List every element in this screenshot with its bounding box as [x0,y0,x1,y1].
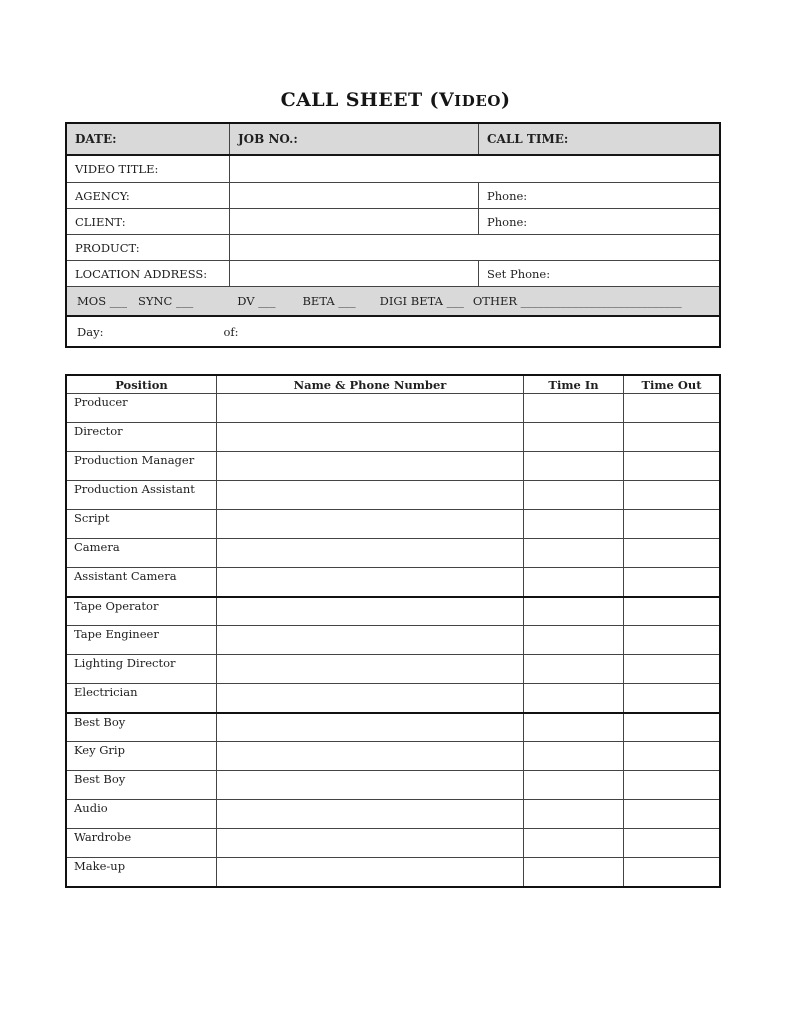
crew-row-production-manager [67,451,719,480]
crew-row-tape-operator [67,596,719,625]
name-phone-header: Name & Phone Number [217,376,524,393]
time-out-cell [624,423,719,451]
agency-value-area [230,183,479,208]
location-value-area [230,261,479,286]
of-label: of: [223,324,239,339]
position-cell: Electrician [67,684,217,712]
name-phone-cell [217,800,524,828]
position-cell: Production Assistant [67,481,217,509]
time-out-cell [624,771,719,799]
position-cell: Camera [67,539,217,567]
crew-row-director [67,422,719,451]
format-mos: MOS ___ [77,294,127,308]
name-phone-cell [217,684,524,712]
name-phone-cell [217,510,524,538]
time-out-cell [624,714,719,741]
product-label: PRODUCT: [67,235,230,260]
client-phone-label: Phone: [487,214,528,229]
title-suffix: ) [501,89,511,111]
crew-row-best-boy-2 [67,770,719,799]
name-phone-cell [217,742,524,770]
title-video-smallcaps: IDEO [454,92,502,110]
crew-row-best-boy-1 [67,712,719,741]
day-row [67,315,719,346]
crew-row-make-up [67,857,719,886]
time-in-cell [524,714,624,741]
position-cell: Key Grip [67,742,217,770]
time-in-cell [524,684,624,712]
format-dv: DV ___ [237,294,276,308]
name-phone-cell [217,626,524,654]
format-digi-beta: DIGI BETA ___ [379,294,464,308]
crew-row-assistant-camera [67,567,719,596]
time-out-cell [624,626,719,654]
time-out-cell [624,800,719,828]
day-of-line [67,317,719,346]
time-in-cell [524,394,624,422]
name-phone-cell [217,539,524,567]
name-phone-cell [217,394,524,422]
job-no-label: JOB NO.: [230,124,479,154]
time-out-cell [624,452,719,480]
crew-row-producer [67,393,719,422]
crew-header-row [67,376,719,393]
name-phone-cell [217,598,524,625]
position-cell: Production Manager [67,452,217,480]
time-in-cell [524,742,624,770]
position-header: Position [67,376,217,393]
position-cell: Lighting Director [67,655,217,683]
time-out-cell [624,598,719,625]
time-in-cell [524,481,624,509]
name-phone-cell [217,714,524,741]
name-phone-cell [217,452,524,480]
info-header-row [67,124,719,156]
time-in-cell [524,655,624,683]
time-out-cell [624,858,719,886]
agency-row [67,182,719,208]
time-out-cell [624,655,719,683]
crew-row-key-grip [67,741,719,770]
position-cell: Audio [67,800,217,828]
client-row [67,208,719,234]
client-value-area [230,209,479,234]
crew-call-table [65,374,721,888]
time-in-cell [524,423,624,451]
time-in-cell [524,800,624,828]
crew-row-script [67,509,719,538]
name-phone-cell [217,771,524,799]
name-phone-cell [217,481,524,509]
time-in-cell [524,510,624,538]
time-out-header: Time Out [641,377,702,392]
format-options-line [67,287,719,315]
crew-row-lighting-director [67,654,719,683]
position-cell: Make-up [67,858,217,886]
position-cell: Best Boy [67,771,217,799]
time-out-cell [624,829,719,857]
page-title [0,89,791,111]
time-in-cell [524,829,624,857]
position-cell: Tape Engineer [67,626,217,654]
format-sync: SYNC ___ [138,294,194,308]
crew-row-electrician [67,683,719,712]
time-in-header: Time In [524,376,624,393]
call-time-label: CALL TIME: [487,132,569,146]
agency-label: AGENCY: [67,183,230,208]
time-in-cell [524,858,624,886]
time-in-cell [524,539,624,567]
time-out-cell [624,742,719,770]
day-label: Day: [77,324,104,339]
format-beta: BETA ___ [302,294,356,308]
format-other: OTHER ____________________________ [472,294,682,308]
position-cell: Producer [67,394,217,422]
name-phone-cell [217,568,524,596]
video-title-value-area [230,156,719,182]
time-out-cell [624,481,719,509]
position-cell: Assistant Camera [67,568,217,596]
time-out-cell [624,394,719,422]
set-phone-label: Set Phone: [487,266,551,281]
product-value-area [230,235,719,260]
crew-row-production-assistant [67,480,719,509]
position-cell: Best Boy [67,714,217,741]
title-video-cap: V [438,89,455,111]
format-row [67,286,719,315]
name-phone-cell [217,858,524,886]
position-cell: Wardrobe [67,829,217,857]
time-out-cell [624,510,719,538]
production-info-table [65,122,721,348]
crew-row-wardrobe [67,828,719,857]
crew-row-tape-engineer [67,625,719,654]
position-cell: Director [67,423,217,451]
time-in-cell [524,568,624,596]
product-row [67,234,719,260]
position-cell: Script [67,510,217,538]
time-in-cell [524,598,624,625]
time-out-cell [624,568,719,596]
time-out-cell [624,539,719,567]
title-prefix: CALL SHEET ( [280,89,439,111]
date-label: DATE: [67,124,230,154]
client-label: CLIENT: [67,209,230,234]
location-label: LOCATION ADDRESS: [67,261,230,286]
crew-row-audio [67,799,719,828]
video-title-label: VIDEO TITLE: [67,156,230,182]
time-in-cell [524,452,624,480]
name-phone-cell [217,655,524,683]
agency-phone-label: Phone: [487,188,528,203]
video-title-row [67,156,719,182]
time-out-cell [624,684,719,712]
name-phone-cell [217,829,524,857]
time-in-cell [524,626,624,654]
position-cell: Tape Operator [67,598,217,625]
name-phone-cell [217,423,524,451]
time-in-cell [524,771,624,799]
location-row [67,260,719,286]
crew-row-camera [67,538,719,567]
